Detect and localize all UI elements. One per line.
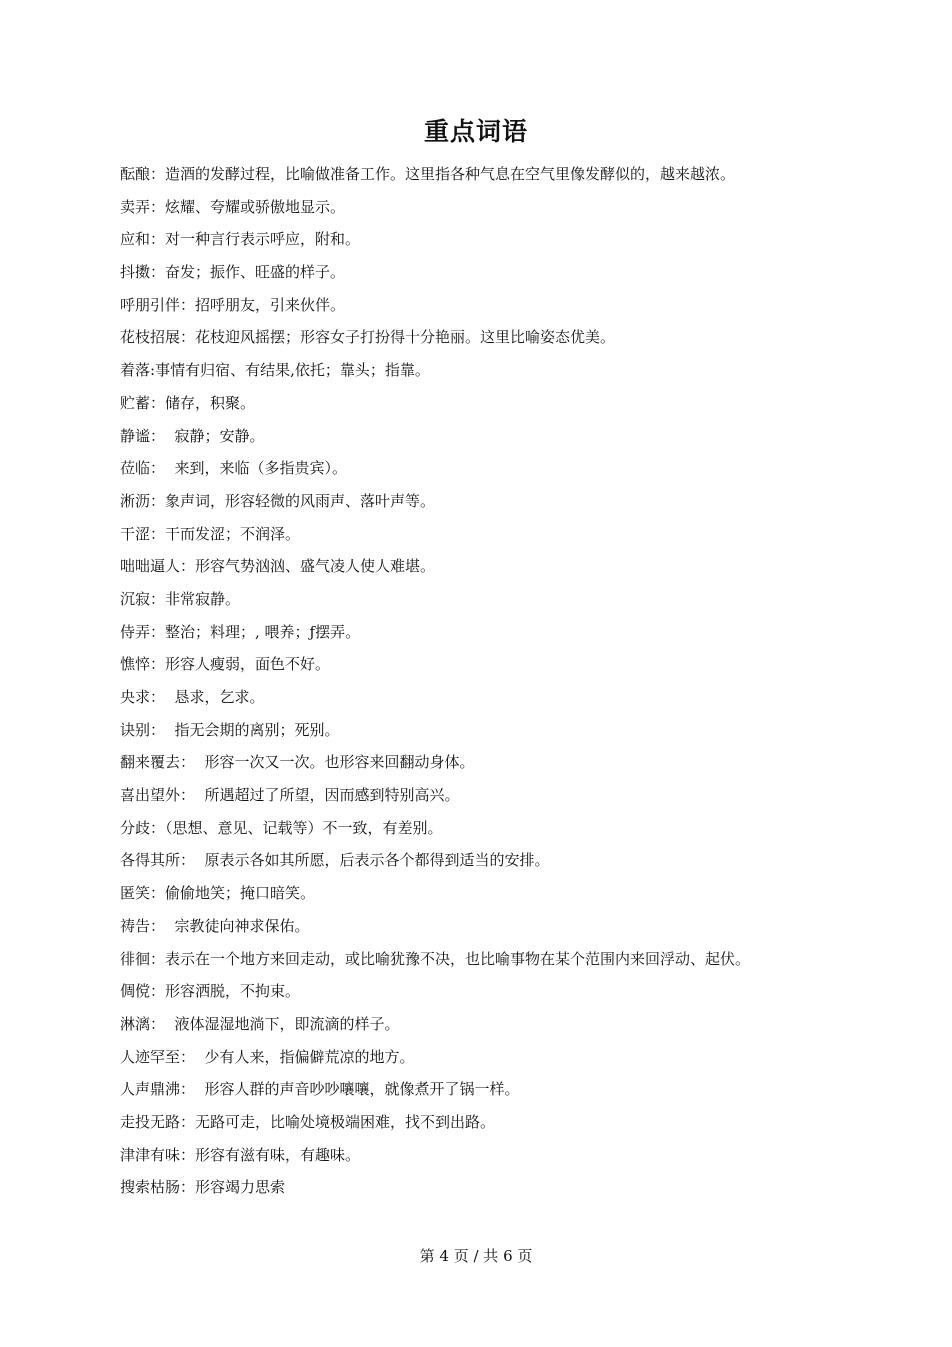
term-definition: 事情有归宿、有结果,依托；靠头；指靠。 — [155, 361, 430, 380]
term-entry — [120, 714, 910, 747]
term-definition: （思想、意见、记载等）不一致，有差别。 — [165, 818, 443, 837]
term-entry — [120, 975, 910, 1008]
term-word: 徘徊： — [120, 949, 166, 968]
term-word: 搜索枯肠： — [120, 1178, 196, 1197]
term-entry — [120, 387, 910, 420]
term-definition: 液体湿湿地淌下，即流滴的样子。 — [165, 1014, 400, 1033]
term-definition: 招呼朋友，引来伙伴。 — [195, 295, 346, 314]
term-definition: 所遇超过了所望，因而感到特别高兴。 — [195, 786, 460, 805]
term-entry — [120, 485, 910, 518]
term-word: 呼朋引伴： — [120, 295, 196, 314]
term-definition: 象声词，形容轻微的风雨声、落叶声等。 — [165, 491, 436, 510]
term-definition: 形容一次又一次。也形容来回翻动身体。 — [195, 753, 475, 772]
term-entry — [120, 518, 910, 551]
term-word: 人声鼎沸： — [120, 1080, 196, 1099]
term-entry — [120, 844, 910, 877]
term-definition: 炫耀、夸耀或骄傲地显示。 — [165, 197, 346, 216]
term-word: 抖擞： — [120, 263, 166, 282]
term-entry — [120, 289, 910, 322]
term-word: 莅临： — [120, 459, 166, 478]
term-word: 各得其所： — [120, 851, 196, 870]
term-word: 静谧： — [120, 426, 166, 445]
term-word: 憔悴： — [120, 655, 166, 674]
page-footer: 第 4 页 / 共 6 页 — [419, 1247, 533, 1265]
term-word: 贮蓄： — [120, 393, 166, 412]
term-list — [120, 158, 910, 1204]
term-word: 卖弄： — [120, 197, 166, 216]
term-entry — [120, 877, 910, 910]
term-definition: 寂静；安静。 — [165, 426, 265, 445]
term-word: 祷告： — [120, 916, 166, 935]
term-definition: 形容竭力思索 — [195, 1178, 286, 1197]
term-word: 酝酿： — [120, 165, 166, 183]
term-definition: 形容人瘦弱，面色不好。 — [165, 655, 331, 674]
term-entry — [120, 256, 910, 289]
term-word: 津津有味： — [120, 1145, 196, 1164]
term-word: 翻来覆去： — [120, 753, 196, 772]
term-definition: 来到，来临（多指贵宾）。 — [165, 459, 348, 478]
term-definition: 非常寂静。 — [165, 589, 241, 608]
term-word: 倜傥： — [120, 982, 166, 1001]
term-entry — [120, 681, 910, 714]
term-definition: 偷偷地笑；掩口暗笑。 — [165, 884, 316, 903]
term-entry — [120, 191, 910, 224]
term-word: 着落: — [120, 361, 156, 380]
term-entry — [120, 321, 910, 354]
term-definition: 整治；料理；, 喂养；ƒ摆弄。 — [165, 622, 361, 641]
term-word: 匿笑： — [120, 884, 166, 903]
term-entry — [120, 583, 910, 616]
term-word: 侍弄： — [120, 622, 166, 641]
term-word: 诀别： — [120, 720, 166, 739]
term-entry — [120, 910, 910, 943]
term-definition: 形容洒脱，不拘束。 — [165, 982, 301, 1001]
term-word: 淋漓： — [120, 1014, 166, 1033]
term-definition: 奋发；振作、旺盛的样子。 — [165, 263, 346, 282]
term-word: 人迹罕至： — [120, 1047, 196, 1066]
term-definition: 少有人来，指偏僻荒凉的地方。 — [195, 1047, 415, 1066]
term-definition: 原表示各如其所愿，后表示各个都得到适当的安排。 — [195, 851, 550, 870]
term-definition: 恳求，乞求。 — [165, 688, 265, 706]
term-definition: 储存，积聚。 — [165, 393, 256, 412]
term-word: 走投无路： — [120, 1112, 196, 1131]
term-word: 花枝招展： — [120, 328, 196, 347]
term-entry — [120, 1073, 910, 1106]
term-entry — [120, 452, 910, 485]
term-entry — [120, 648, 910, 681]
term-entry — [120, 1008, 910, 1041]
page-title: 重点词语 — [423, 117, 528, 146]
term-entry — [120, 223, 910, 256]
term-word: 淅沥： — [120, 491, 166, 510]
term-word: 应和： — [120, 230, 166, 249]
term-entry — [120, 1139, 910, 1172]
term-entry — [120, 1041, 910, 1074]
term-definition: 花枝迎风摇摆；形容女子打扮得十分艳丽。这里比喻姿态优美。 — [195, 328, 616, 347]
term-definition: 对一种言行表示呼应，附和。 — [165, 230, 361, 249]
term-entry — [120, 746, 910, 779]
term-definition: 形容人群的声音吵吵嚷嚷，就像煮开了锅一样。 — [195, 1080, 520, 1099]
term-word: 分歧： — [120, 818, 166, 837]
term-definition: 指无会期的离别；死别。 — [165, 720, 340, 739]
term-word: 央求： — [120, 688, 166, 706]
term-entry — [120, 812, 910, 845]
term-entry — [120, 943, 910, 976]
term-word: 喜出望外： — [120, 786, 196, 805]
term-entry — [120, 1171, 910, 1204]
term-entry — [120, 779, 910, 812]
term-definition: 无路可走，比喻处境极端困难，找不到出路。 — [195, 1112, 496, 1131]
term-entry — [120, 420, 910, 453]
term-definition: 干而发涩；不润泽。 — [165, 524, 301, 543]
term-entry — [120, 1106, 910, 1139]
term-definition: 形容气势汹汹、盛气凌人使人难堪。 — [195, 557, 436, 576]
term-entry — [120, 550, 910, 583]
term-entry — [120, 616, 910, 649]
term-entry — [120, 158, 910, 191]
term-word: 沉寂： — [120, 589, 166, 608]
term-word: 咄咄逼人： — [120, 557, 196, 576]
term-definition: 宗教徒向神求保佑。 — [165, 916, 310, 935]
term-definition: 表示在一个地方来回走动，或比喻犹豫不决，也比喻事物在某个范围内来回浮动、起伏。 — [165, 949, 751, 968]
term-word: 干涩： — [120, 524, 166, 543]
term-definition: 形容有滋有味，有趣味。 — [195, 1145, 361, 1164]
term-definition: 造酒的发酵过程，比喻做准备工作。这里指各种气息在空气里像发酵似的，越来越浓。 — [165, 165, 736, 183]
term-entry — [120, 354, 910, 387]
